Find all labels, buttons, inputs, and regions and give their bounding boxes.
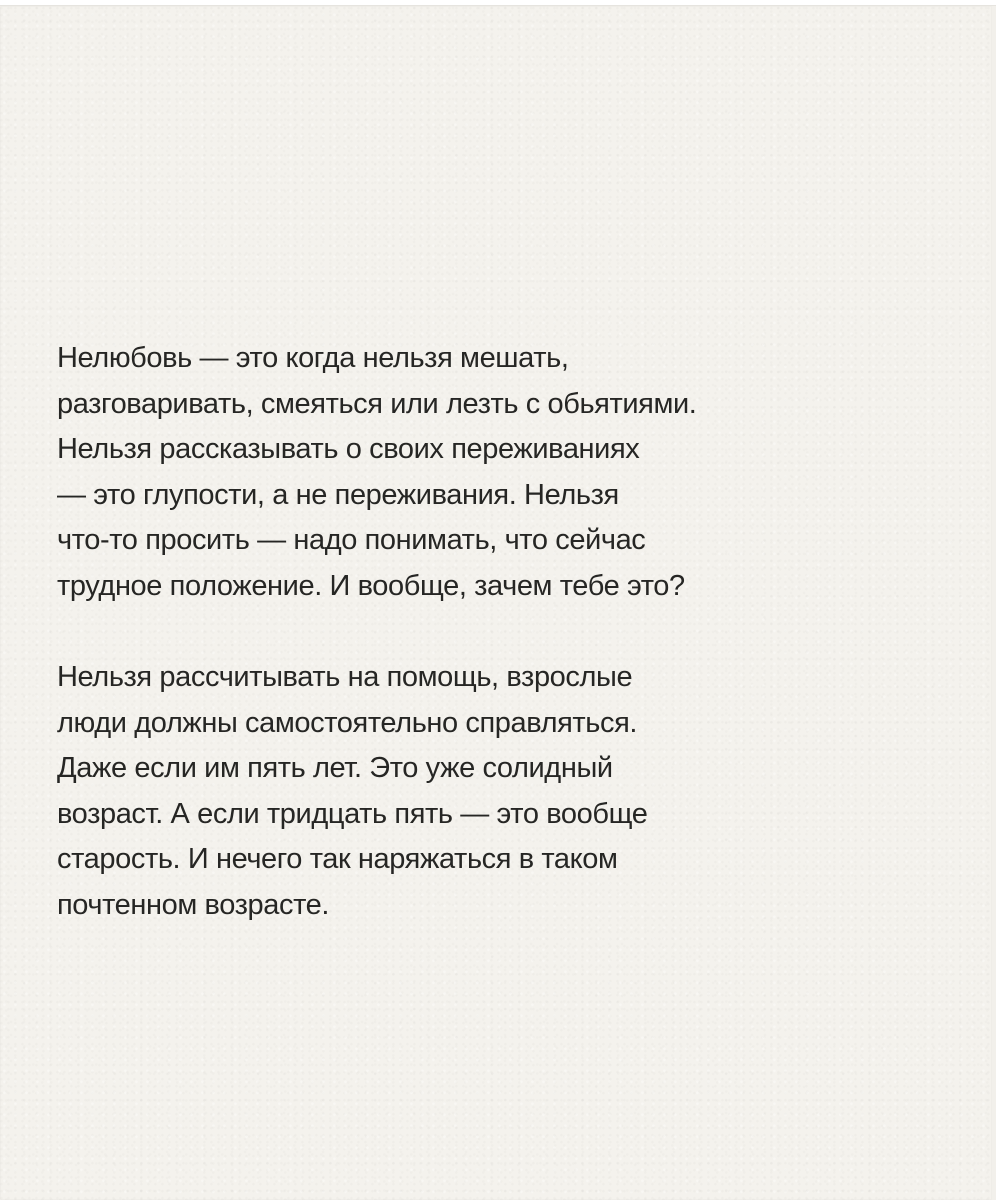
text-line: почтенном возрасте.: [57, 888, 330, 921]
text-line: старость. И нечего так наряжаться в таком: [57, 843, 618, 875]
paragraph-2: [57, 655, 937, 928]
text-line: — это глупости, а не переживания. Нельзя: [57, 478, 619, 511]
text-block: [57, 336, 937, 928]
paper-background: [0, 6, 992, 1200]
text-line: люди должны самостоятельно справляться.: [57, 706, 638, 739]
text-line: разговаривать, смеяться или лезть с обьятиями.: [57, 387, 697, 420]
text-line: что-то просить — надо понимать, что сейчас: [57, 524, 646, 556]
text-line: трудное положение. И вообще, зачем тебе это?: [57, 569, 685, 602]
text-line: Даже если им пять лет. Это уже солидный: [57, 752, 613, 784]
paragraph-1: [57, 336, 937, 609]
text-line: возраст. А если тридцать пять — это вообще: [57, 797, 648, 830]
text-line: Нелюбовь — это когда нельзя мешать,: [57, 342, 569, 374]
text-line: Нельзя рассказывать о своих переживаниях: [57, 433, 640, 465]
text-line: Нельзя рассчитывать на помощь, взрослые: [57, 661, 633, 693]
